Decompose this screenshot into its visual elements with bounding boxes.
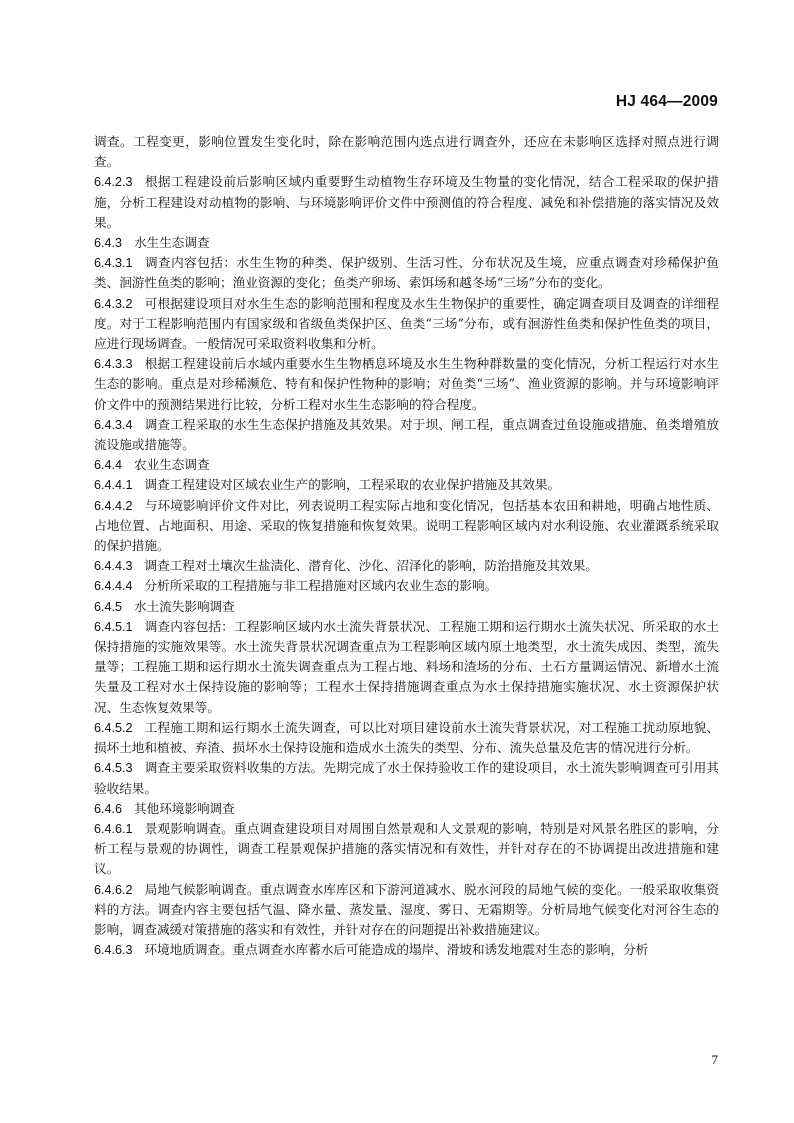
clause-paragraph [94, 617, 719, 718]
clause-paragraph [94, 253, 719, 293]
clause-paragraph [94, 415, 719, 455]
clause-text: 调查内容包括：水生生物的种类、保护级别、生活习性、分布状况及生境，应重点调查对珍稀保护鱼类、洄游性鱼类的影响；渔业资源的变化；鱼类产卵场、索饵场和越冬场“三场”分布的变化。 [94, 255, 719, 291]
clause-text: 可根据建设项目对水生生态的影响范围和程度及水生生物保护的重要性，确定调查项目及调查的详细程度。对于工程影响范围内有国家级和省级鱼类保护区、鱼类“三场”分布，或有洄游性鱼类和保护性鱼类的项目，应进行现场调查。一般情况可采取资料收集和分析。 [94, 295, 719, 352]
clause-number: 6.4.6.3 [94, 943, 133, 958]
clause-text: 农业生态调查 [134, 457, 210, 473]
clause-number: 6.4.3.2 [94, 296, 133, 311]
continuation-paragraph [94, 132, 719, 172]
clause-text: 工程施工期和运行期水土流失调查，可以比对项目建设前水土流失背景状况，对工程施工扰动原地貌、损坏土地和植被、弃渣、损坏水土保持设施和造成水土流失的类型、分布、流失总量及危害的情况进行分析。 [94, 719, 719, 756]
clause-number: 6.4.6.2 [94, 882, 133, 897]
clause-number: 6.4.3 [94, 236, 123, 251]
clause-text: 水生生态调查 [134, 235, 210, 251]
clause-number: 6.4.5.2 [94, 720, 133, 735]
clause-paragraph [94, 880, 719, 941]
clause-number: 6.4.4 [94, 458, 123, 473]
clause-text: 调查内容包括：工程影响区域内水土流失背景状况、工程施工期和运行期水土流失状况、所采取的水土保持措施的实施效果等。水土流失背景状况调查重点为工程影响区域内原土地类型，水土流失成因、类型，流失量等；工程施工期和运行期水土流失调查重点为工程占地、料场和渣场的分布、土石方量调运情况、新增水土流失量及工程对水土保持设施的影响等；工程水土保持措施调查重点为水土保持措施实施状况、水土资源保护状况、生态恢复效果等。 [94, 618, 719, 715]
clause-text: 调查工程对土壤次生盐渍化、潜育化、沙化、沼泽化的影响，防治措施及其效果。 [144, 558, 598, 574]
document-body [94, 132, 719, 960]
clause-text: 与环境影响评价文件对比，列表说明工程实际占地和变化情况，包括基本农田和耕地，明确占地性质、占地位置、占地面积、用途、采取的恢复措施和恢复效果。说明工程影响区域内对水利设施、农业灌溉系统采取的保护措施。 [94, 497, 719, 554]
clause-paragraph [94, 354, 719, 415]
clause-text: 环境地质调查。重点调查水库蓄水后可能造成的塌岸、滑坡和诱发地震对生态的影响，分析 [144, 942, 649, 958]
clause-number: 6.4.4.4 [94, 579, 133, 594]
clause-text: 根据工程建设前后水域内重要水生生物栖息环境及水生生物种群数量的变化情况，分析工程运行对水生生态的影响。重点是对珍稀濒危、特有和保护性物种的影响；对鱼类“三场”、渔业资源的影响。并与环境影响评价文件中的预测结果进行比较，分析工程对水生生态影响的符合程度。 [94, 356, 719, 412]
clause-number: 6.4.4.2 [94, 498, 133, 513]
clause-text: 景观影响调查。重点调查建设项目对周围自然景观和人文景观的影响，特别是对风景名胜区的影响，分析工程与景观的协调性，调查工程景观保护措施的落实情况和有效性，并针对存在的不协调提出改进措施和建议。 [94, 820, 719, 877]
clause-paragraph [94, 294, 719, 355]
clause-text: 调查工程采取的水生生态保护措施及其效果。对于坝、闸工程，重点调查过鱼设施或措施、鱼类增殖放流设施或措施等。 [94, 416, 719, 453]
clause-text: 局地气候影响调查。重点调查水库库区和下游河道减水、脱水河段的局地气候的变化。一般采取收集资料的方法。调查内容主要包括气温、降水量、蒸发量、湿度、雾日、无霜期等。分析局地气候变化对河谷生态的影响，调查减缓对策措施的落实和有效性，并针对存在的问题提出补救措施建议。 [94, 881, 719, 937]
clause-text: 根据工程建设前后影响区域内重要野生动植物生存环境及生物量的变化情况，结合工程采取的保护措施，分析工程建设对动植物的影响、与环境影响评价文件中预测值的符合程度、减免和补偿措施的落实情况及效果。 [94, 174, 719, 230]
clause-number: 6.4.3.4 [94, 417, 133, 432]
clause-paragraph [94, 172, 719, 233]
clause-number: 6.4.5 [94, 599, 123, 614]
clause-paragraph [94, 718, 719, 758]
clause-text: 水土流失影响调查 [134, 598, 235, 614]
clause-text: 调查主要采取资料收集的方法。先期完成了水土保持验收工作的建设项目，水土流失影响调查可引用其验收结果。 [94, 760, 719, 796]
clause-number: 6.4.6.1 [94, 821, 133, 836]
clause-number: 6.4.4.1 [94, 478, 133, 493]
clause-number: 6.4.2.3 [94, 175, 133, 190]
clause-number: 6.4.5.3 [94, 761, 133, 776]
clause-number: 6.4.6 [94, 801, 123, 816]
clause-paragraph [94, 455, 719, 475]
clause-text: 调查。工程变更，影响位置发生变化时，除在影响范围内选点进行调查外，还应在未影响区选择对照点进行调查。 [94, 134, 719, 170]
clause-paragraph [94, 233, 719, 253]
clause-paragraph [94, 799, 719, 819]
standard-code-header: HJ 464—2009 [615, 93, 718, 110]
clause-number: 6.4.3.3 [94, 357, 133, 372]
page-number: 7 [711, 1052, 718, 1067]
clause-paragraph [94, 940, 719, 960]
clause-paragraph [94, 475, 719, 495]
clause-number: 6.4.4.3 [94, 559, 133, 574]
clause-paragraph [94, 556, 719, 576]
clause-paragraph [94, 576, 719, 596]
clause-paragraph [94, 819, 719, 880]
clause-text: 调查工程建设对区域农业生产的影响，工程采取的农业保护措施及其效果。 [144, 477, 561, 493]
clause-paragraph [94, 758, 719, 798]
clause-text: 分析所采取的工程措施与非工程措施对区域内农业生态的影响。 [144, 578, 498, 594]
clause-text: 其他环境影响调查 [134, 800, 235, 816]
clause-paragraph [94, 597, 719, 617]
clause-paragraph [94, 496, 719, 557]
clause-number: 6.4.5.1 [94, 619, 133, 634]
clause-number: 6.4.3.1 [94, 256, 133, 271]
